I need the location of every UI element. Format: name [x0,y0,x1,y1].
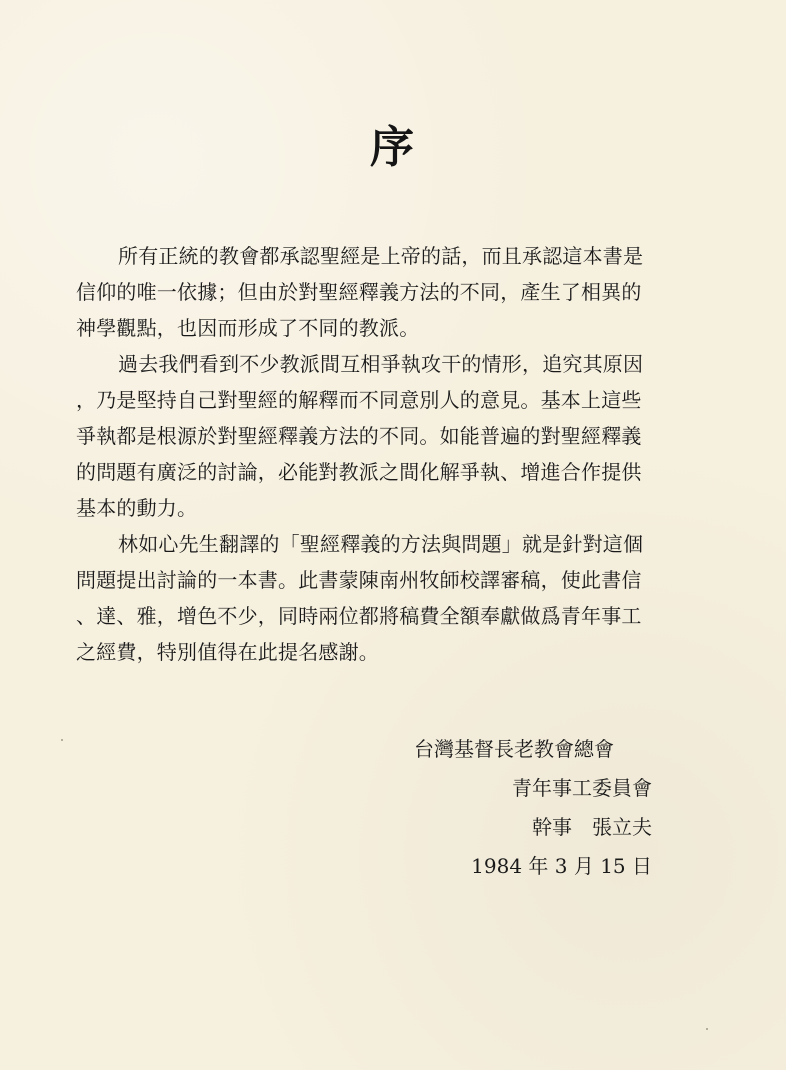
signature-committee: 青年事工委員會 [512,776,652,800]
paragraph-line: 之經費，特別值得在此提名感謝。 [76,640,379,664]
paragraph-line: 林如心先生翻譯的「聖經釋義的方法與問題」就是針對這個 [118,532,644,556]
signature-name: 幹事 張立夫 [532,815,652,839]
paragraph-line: 爭執都是根源於對聖經釋義方法的不同。如能普遍的對聖經釋義 [76,424,642,448]
signature-block [414,730,652,886]
paragraph-line: 所有正統的教會都承認聖經是上帝的話，而且承認這本書是 [118,244,644,268]
paragraph-line: 基本的動力。 [76,496,198,520]
paragraph-line: 信仰的唯一依據；但由於對聖經釋義方法的不同，產生了相異的 [76,280,642,304]
paragraph-line: 問題提出討論的一本書。此書蒙陳南州牧師校譯審稿，使此書信 [76,568,642,592]
paragraph-line: ，乃是堅持自己對聖經的解釋而不同意別人的意見。基本上這些 [76,388,642,412]
paper-speck [706,1028,708,1030]
paragraph-line: 過去我們看到不少教派間互相爭執攻干的情形，追究其原因 [118,352,644,376]
paragraph-line: 的問題有廣泛的討論，必能對教派之間化解爭執、增進合作提供 [76,460,642,484]
preface-body [76,238,702,670]
paper-speck [61,739,63,741]
page-title: 序 [370,122,416,173]
paragraph-line: 神學觀點，也因而形成了不同的教派。 [76,316,420,340]
paragraph-line: 、達、雅，增色不少，同時兩位都將稿費全額奉獻做爲青年事工 [76,604,642,628]
signature-date: 1984 年 3 月 15 日 [471,854,652,878]
paragraph-2 [76,346,702,526]
signature-organization: 台灣基督長老教會總會 [414,737,614,761]
paragraph-3 [76,526,702,670]
paragraph-1 [76,238,702,346]
